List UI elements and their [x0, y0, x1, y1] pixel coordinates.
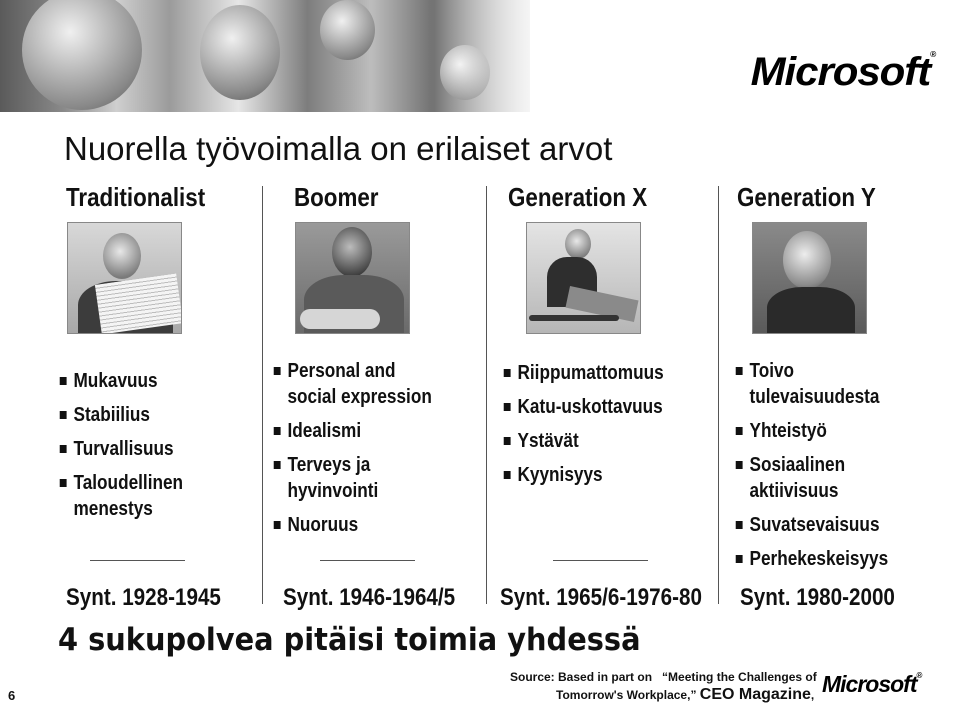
traditionalist-values-list — [58, 368, 183, 530]
list-item: Perhekeskeisyys — [734, 546, 888, 572]
list-item: Nuoruus — [272, 512, 432, 538]
source-citation: Source: Based in part on “Meeting the Challenges of Tomorrow's Workplace,” CEO Magazine, — [510, 670, 817, 703]
list-item: Riippumattomuus — [502, 360, 664, 386]
generation-x-photo — [526, 222, 641, 334]
column-divider — [486, 186, 487, 604]
boomer-photo — [295, 222, 410, 334]
list-item: Ystävät — [502, 428, 664, 454]
generation-x-values-list — [502, 360, 664, 496]
generation-y-years: Synt. 1980-2000 — [740, 584, 895, 611]
boomer-years: Synt. 1946-1964/5 — [283, 584, 456, 611]
list-item: Turvallisuus — [58, 436, 183, 462]
slide-tagline: 4 sukupolvea pitäisi toimia yhdessä — [58, 622, 641, 658]
page-number: 6 — [8, 688, 16, 703]
separator-line — [553, 560, 648, 561]
traditionalist-years: Synt. 1928-1945 — [66, 584, 221, 611]
list-item: Stabiilius — [58, 402, 183, 428]
generation-y-values-list — [734, 358, 888, 580]
slide-title: Nuorella työvoimalla on erilaiset arvot — [64, 130, 613, 167]
list-item: Yhteistyö — [734, 418, 888, 444]
traditionalist-photo — [67, 222, 182, 334]
list-item: Katu-uskottavuus — [502, 394, 664, 420]
list-item: Terveys ja hyvinvointi — [272, 452, 432, 504]
generation-y-photo — [752, 222, 867, 334]
column-heading-boomer: Boomer — [294, 182, 379, 212]
list-item: Taloudellinen menestys — [58, 470, 183, 522]
list-item: Suvatsevaisuus — [734, 512, 888, 538]
list-item: Personal and social expression — [272, 358, 432, 410]
column-divider — [262, 186, 263, 604]
boomer-values-list — [272, 358, 432, 546]
list-item: Kyynisyys — [502, 462, 664, 488]
list-item: Toivo tulevaisuudesta — [734, 358, 888, 410]
microsoft-logo-footer: Microsoft® — [822, 671, 922, 697]
generation-x-years: Synt. 1965/6-1976-80 — [500, 584, 702, 611]
column-divider — [718, 186, 719, 604]
list-item: Sosiaalinen aktiivisuus — [734, 452, 888, 504]
column-heading-traditionalist: Traditionalist — [66, 182, 206, 212]
microsoft-logo: Microsoft® — [750, 50, 936, 94]
column-heading-generation-y: Generation Y — [737, 182, 876, 212]
column-heading-generation-x: Generation X — [508, 182, 648, 212]
list-item: Idealismi — [272, 418, 432, 444]
separator-line — [320, 560, 415, 561]
list-item: Mukavuus — [58, 368, 183, 394]
separator-line — [90, 560, 185, 561]
